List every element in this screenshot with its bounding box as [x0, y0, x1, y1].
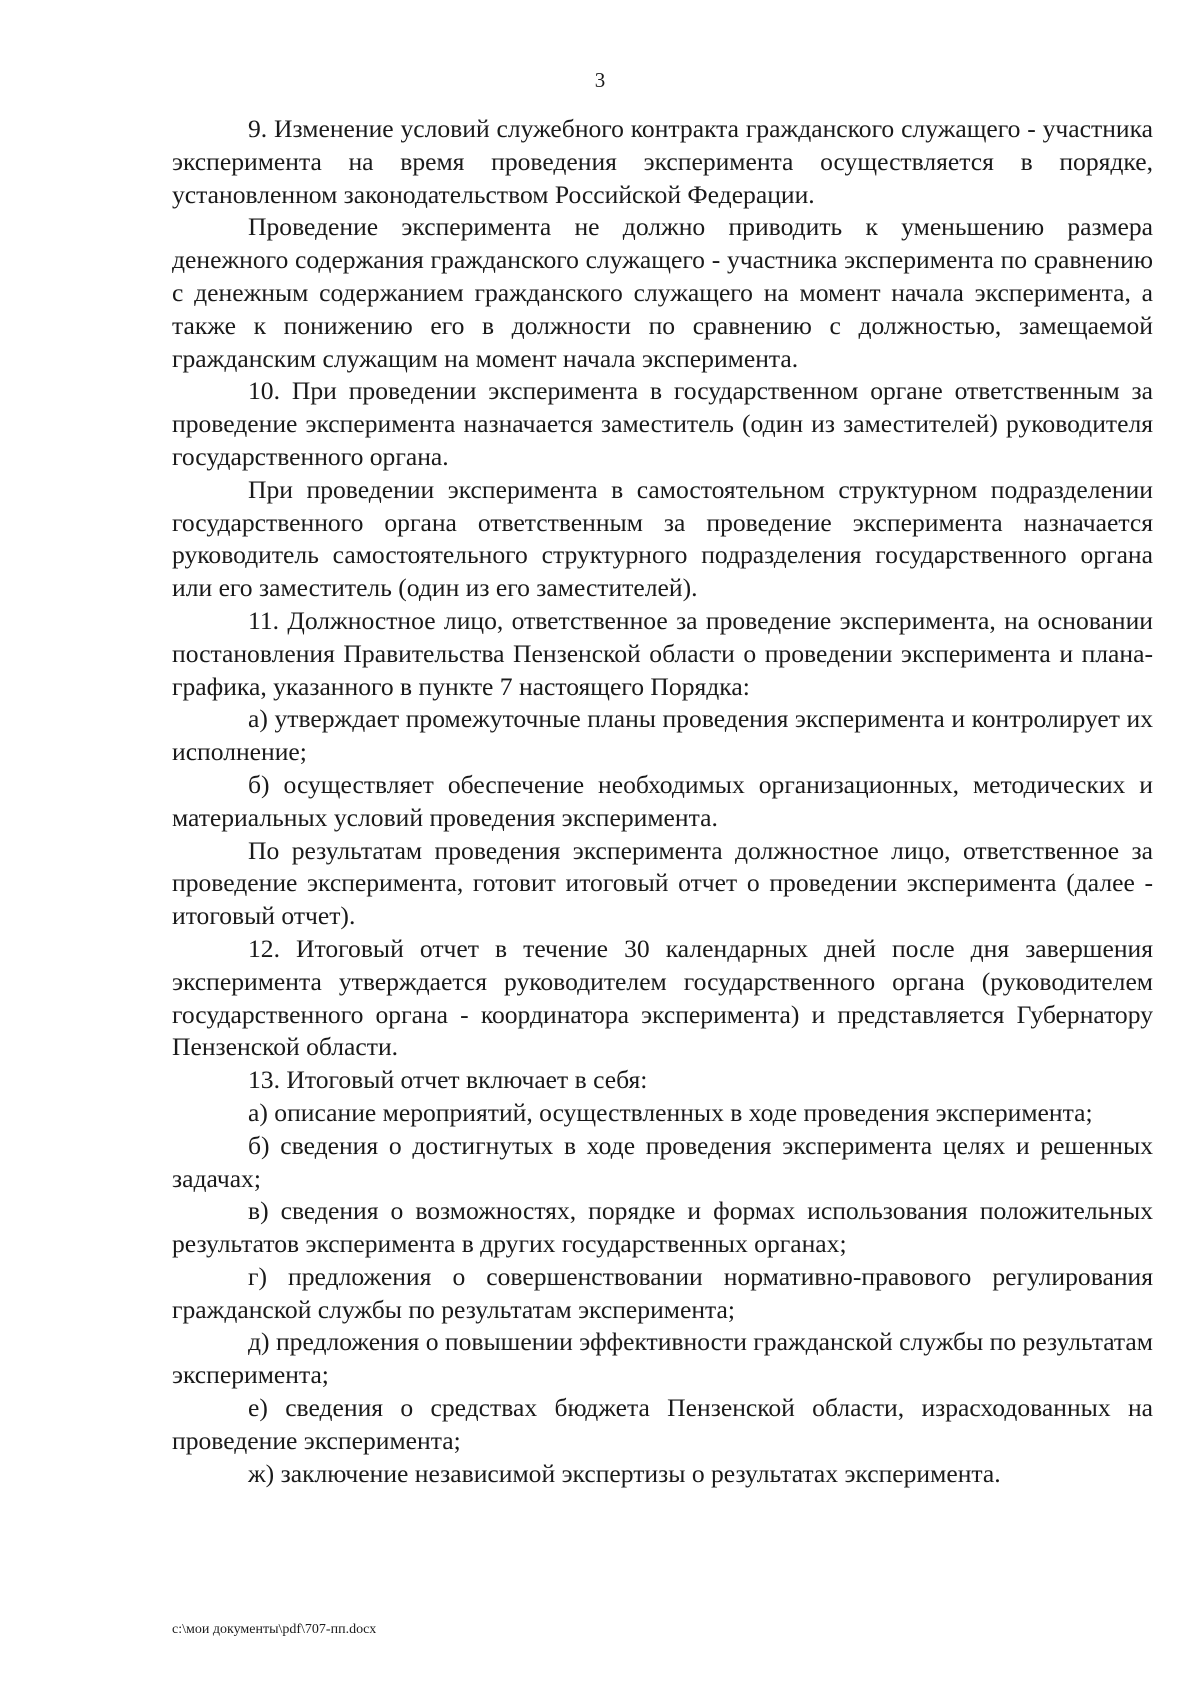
paragraph-11-item-b: б) осуществляет обеспечение необходимых организационных, методических и материальных условий проведения эксперимента.: [172, 769, 1153, 832]
footer-file-path: c:\мои документы\pdf\707-пп.docx: [172, 1622, 377, 1637]
paragraph-10-subdivision: При проведении эксперимента в самостоятельном структурном подразделении государственного органа ответственным за проведение эксперимента назначается руководитель самостоятельного структурного подразделения государственного органа или его заместитель (один из его заместителей).: [172, 474, 1153, 603]
paragraph-11: 11. Должностное лицо, ответственное за проведение эксперимента, на основании постановления Правительства Пензенской области о проведении эксперимента и плана-графика, указанного в пункте 7 настоящего Порядка:: [172, 605, 1153, 701]
paragraph-12: 12. Итоговый отчет в течение 30 календарных дней после дня завершения эксперимента утверждается руководителем государственного органа (руководителем государственного органа - координатора эксперимента) и представляется Губернатору Пензенской области.: [172, 933, 1153, 1062]
paragraph-9: 9. Изменение условий служебного контракта гражданского служащего - участника эксперимента на время проведения эксперимента осуществляется в порядке, установленном законодательством Российской Федерации.: [172, 114, 1153, 209]
page-number: 3: [594, 68, 606, 92]
paragraph-10: 10. При проведении эксперимента в государственном органе ответственным за проведение эксперимента назначается заместитель (один из заместителей) руководителя государственного органа.: [172, 376, 1153, 471]
paragraph-13-item-a: а) описание мероприятий, осуществленных в ходе проведения эксперимента;: [248, 1097, 1093, 1127]
paragraph-11-item-a: а) утверждает промежуточные планы проведения эксперимента и контролирует их исполнение;: [172, 704, 1153, 767]
paragraph-13-item-b: б) сведения о достигнутых в ходе проведения эксперимента целях и решенных задачах;: [172, 1130, 1153, 1193]
paragraph-13-item-d: д) предложения о повышении эффективности гражданской службы по результатам эксперимента;: [172, 1327, 1153, 1390]
paragraph-13-item-e: е) сведения о средствах бюджета Пензенской области, израсходованных на проведение эксперимента;: [172, 1393, 1153, 1455]
paragraph-13-item-g: г) предложения о совершенствовании нормативно-правового регулирования гражданской службы по результатам эксперимента;: [172, 1261, 1153, 1324]
document-body: [172, 113, 1153, 1490]
paragraph-13: 13. Итоговый отчет включает в себя:: [248, 1065, 648, 1095]
paragraph-11-report: По результатам проведения эксперимента должностное лицо, ответственное за проведение эксперимента, готовит итоговый отчет о проведении эксперимента (далее - итоговый отчет).: [172, 835, 1153, 931]
paragraph-13-item-v: в) сведения о возможностях, порядке и формах использования положительных результатов эксперимента в других государственных органах;: [172, 1196, 1153, 1259]
paragraph-13-item-zh: ж) заключение независимой экспертизы о результатах эксперимента.: [248, 1458, 1001, 1488]
paragraph-9-salary: Проведение эксперимента не должно приводить к уменьшению размера денежного содержания гражданского служащего - участника эксперимента по сравнению с денежным содержанием гражданского служащего на момент начала эксперимента, а также к понижению его в должности по сравнению с должностью, замещаемой гражданским служащим на момент начала эксперимента.: [172, 212, 1153, 373]
